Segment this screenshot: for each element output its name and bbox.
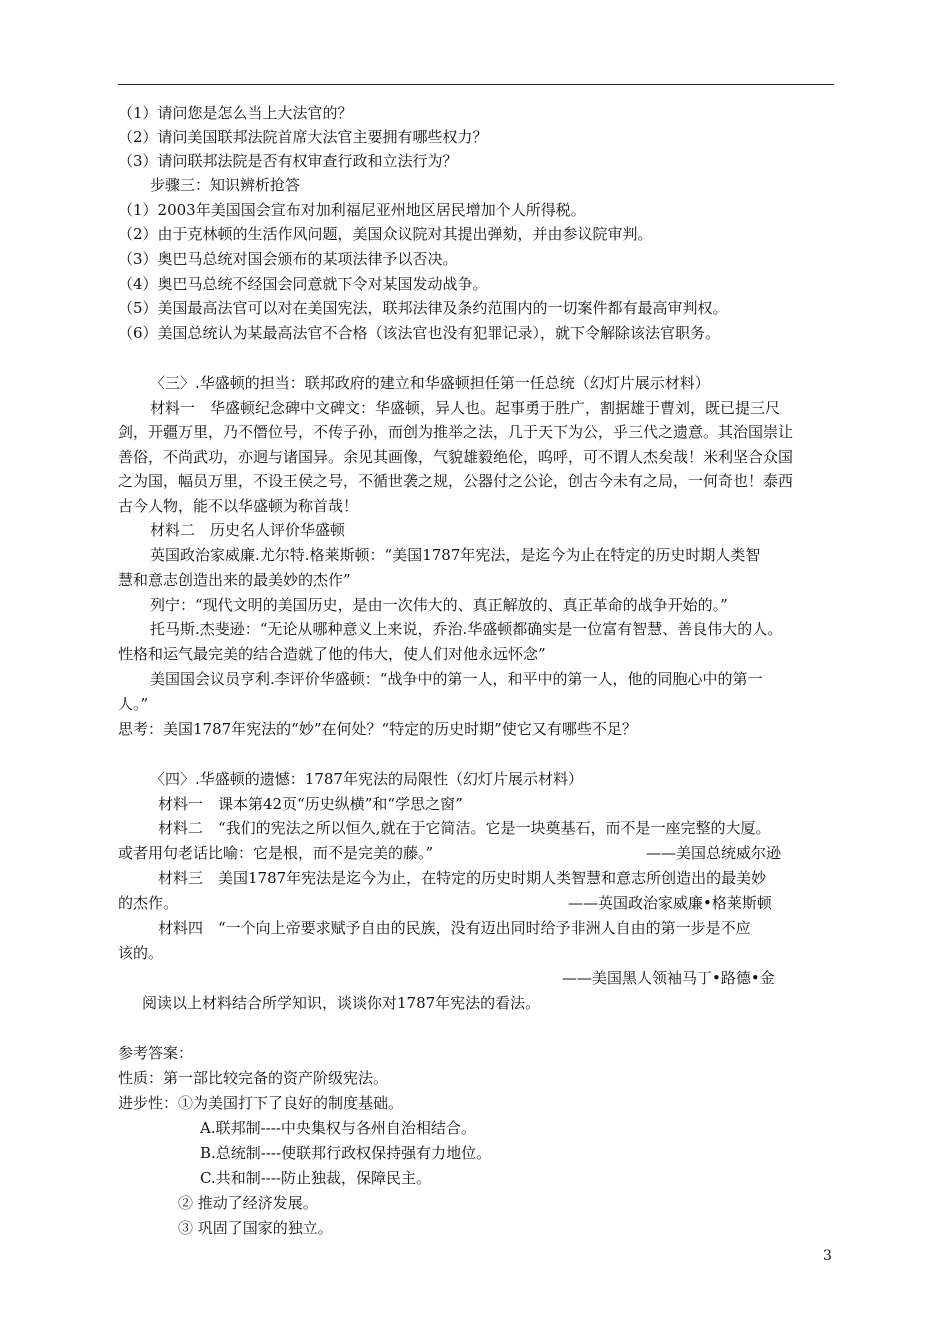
attribution: ——美国黑人领袖马丁•路德•金 bbox=[562, 969, 775, 987]
material-text: 材料一 华盛顿纪念碑中文碑文：华盛顿，异人也。起事勇于胜广，割据雄于曹刘，既已提三尺 bbox=[150, 399, 781, 417]
material-text: 该的。 bbox=[118, 944, 164, 962]
material-text: 材料四 “一个向上帝要求赋予自由的民族，没有迈出同时给予非洲人自由的第一步是不应 bbox=[158, 919, 751, 937]
material-text: 材料二 “我们的宪法之所以恒久,就在于它简洁。它是一块奠基石，而不是一座完整的大厦。 bbox=[158, 819, 771, 837]
answer-subitem: A.联邦制----中央集权与各州自治相结合。 bbox=[200, 1119, 476, 1137]
quiz-item: （6）美国总统认为某最高法官不合格（该法官也没有犯罪记录），就下令解除该法官职务。 bbox=[118, 324, 721, 342]
answer-subitem: C.共和制----防止独裁，保障民主。 bbox=[200, 1169, 431, 1187]
material-text: 剑，开疆万里，乃不僭位号，不传子孙，而创为推举之法，几于天下为公，乎三代之遗意。其治国崇让 bbox=[118, 423, 794, 441]
material-heading: 材料一 课本第42页“历史纵横”和“学思之窗” bbox=[158, 795, 463, 813]
quiz-item: （5）美国最高法官可以对在美国宪法，联邦法律及条约范围内的一切案件都有最高审判权。 bbox=[118, 299, 728, 317]
question-line: （3）请问联邦法院是否有权审查行政和立法行为？ bbox=[118, 152, 458, 170]
material-text: 材料三 美国1787年宪法是迄今为止，在特定的历史时期人类智慧和意志所创造出的最美妙 bbox=[158, 869, 767, 887]
quiz-item: （2）由于克林顿的生活作风问题，美国众议院对其提出弹劾，并由参议院审判。 bbox=[118, 225, 653, 243]
quote-text: 英国政治家威廉.尤尔特.格莱斯顿：“美国1787年宪法，是迄今为止在特定的历史时期人类智 bbox=[150, 546, 761, 564]
attribution: ——英国政治家威廉•格莱斯顿 bbox=[568, 894, 772, 912]
material-text: 之为国，幅员万里，不设王侯之号，不循世袭之规，公器付之公论，创古今未有之局，一何奇也！泰西 bbox=[118, 472, 794, 490]
attribution: ——美国总统威尔逊 bbox=[646, 844, 782, 862]
section-heading: 〈三〉.华盛顿的担当：联邦政府的建立和华盛顿担任第一任总统（幻灯片展示材料） bbox=[150, 374, 710, 392]
page-number: 3 bbox=[823, 1248, 832, 1264]
section-heading: 〈四〉.华盛顿的遗憾：1787年宪法的局限性（幻灯片展示材料） bbox=[150, 770, 583, 788]
material-text: 善俗，不尚武功，亦迥与诸国异。余见其画像，气貌雄毅绝伦，呜呼，可不谓人杰矣哉！米利坚合众国 bbox=[118, 448, 794, 466]
thinking-question: 思考：美国1787年宪法的“妙”在何处？“特定的历史时期”使它又有哪些不足？ bbox=[118, 720, 637, 738]
answer-subitem: B.总统制----使联邦行政权保持强有力地位。 bbox=[200, 1144, 492, 1162]
quote-text: 人。” bbox=[118, 695, 149, 713]
quote-text: 列宁：“现代文明的美国历史，是由一次伟大的、真正解放的、真正革命的战争开始的。” bbox=[150, 596, 728, 614]
task-prompt: 阅读以上材料结合所学知识，谈谈你对1787年宪法的看法。 bbox=[142, 994, 541, 1012]
header-rule bbox=[118, 84, 834, 85]
question-line: （1）请问您是怎么当上大法官的？ bbox=[118, 104, 353, 122]
quote-text: 美国国会议员亨利.李评价华盛顿：“战争中的第一人，和平中的第一人，他的同胞心中的第一 bbox=[150, 670, 763, 688]
material-text: 古今人物，能不以华盛顿为称首哉！ bbox=[118, 497, 359, 515]
material-text: 或者用句老话比喻：它是根，而不是完美的藤。” bbox=[118, 844, 434, 862]
answer-point: ③ 巩固了国家的独立。 bbox=[178, 1219, 333, 1237]
quote-text: 慧和意志创造出来的最美妙的杰作” bbox=[118, 571, 351, 589]
answer-point: ② 推动了经济发展。 bbox=[178, 1194, 318, 1212]
question-line: （2）请问美国联邦法院首席大法官主要拥有哪些权力？ bbox=[118, 128, 488, 146]
quiz-item: （4）奥巴马总统不经国会同意就下令对某国发动战争。 bbox=[118, 275, 488, 293]
answer-text: 进步性：①为美国打下了良好的制度基础。 bbox=[118, 1094, 404, 1112]
material-text: 的杰作。 bbox=[118, 894, 179, 912]
answer-heading: 参考答案： bbox=[118, 1044, 194, 1062]
material-heading: 材料二 历史名人评价华盛顿 bbox=[150, 521, 346, 539]
answer-text: 性质：第一部比较完备的资产阶级宪法。 bbox=[118, 1069, 389, 1087]
quiz-item: （1）2003年美国国会宣布对加利福尼亚州地区居民增加个人所得税。 bbox=[118, 201, 586, 219]
quote-text: 托马斯.杰斐逊：“无论从哪种意义上来说，乔治.华盛顿都确实是一位富有智慧、善良伟大的人。 bbox=[150, 620, 783, 638]
quiz-item: （3）奥巴马总统对国会颁布的某项法律予以否决。 bbox=[118, 250, 458, 268]
step-heading: 步骤三：知识辨析抢答 bbox=[150, 176, 301, 194]
quote-text: 性格和运气最完美的结合造就了他的伟大，使人们对他永远怀念” bbox=[118, 645, 546, 663]
